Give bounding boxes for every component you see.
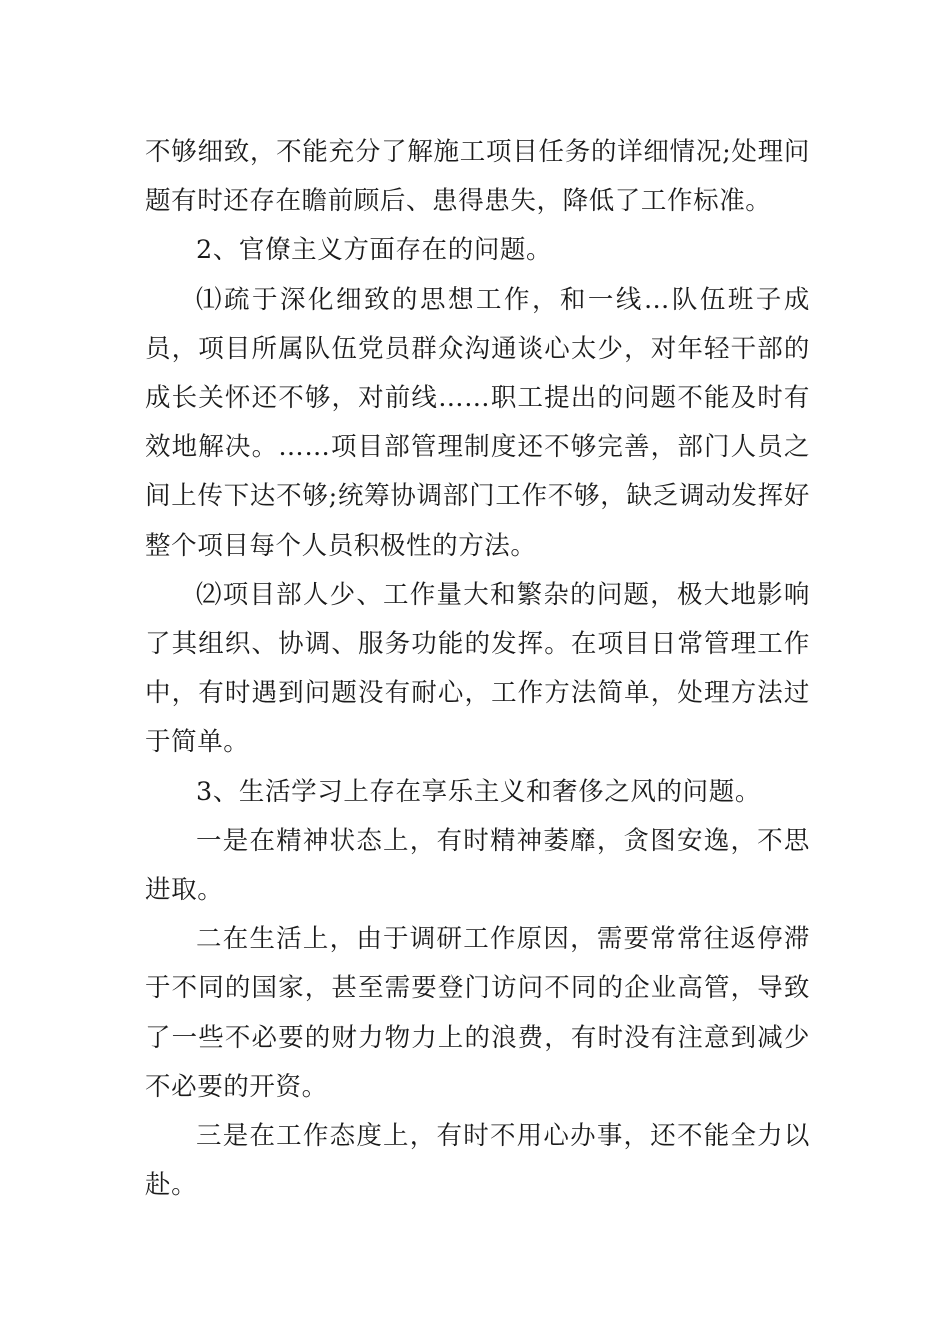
- paragraph-heading-bureaucratism: 2、官僚主义方面存在的问题。: [196, 235, 553, 266]
- paragraph-point-two: 二在生活上，由于调研工作原因，需要常常往返停滞于不同的国家，甚至需要登门访问不同的企业高管，导致了一些不必要的财力物力上的浪费，有时没有注意到减少不必要的开资。: [145, 924, 810, 1102]
- paragraph-heading-hedonism: 3、生活学习上存在享乐主义和奢侈之风的问题。: [196, 776, 761, 807]
- paragraph-continuation: 不够细致，不能充分了解施工项目任务的详细情况;处理问题有时还存在瞻前顾后、患得患失，降低了工作标准。: [145, 137, 810, 217]
- paragraph-point-three: 三是在工作态度上，有时不用心办事，还不能全力以赴。: [145, 1121, 810, 1201]
- document-body: [145, 128, 810, 1210]
- paragraph-point-one: 一是在精神状态上，有时精神萎靡，贪图安逸，不思进取。: [145, 825, 810, 906]
- paragraph-item-2: ⑵项目部人少、工作量大和繁杂的问题，极大地影响了其组织、协调、服务功能的发挥。在项目日常管理工作中，有时遇到问题没有耐心，工作方法简单，处理方法过于简单。: [145, 579, 810, 758]
- paragraph-item-1: ⑴疏于深化细致的思想工作，和一线…队伍班子成员，项目所属队伍党员群众沟通谈心太少，对年轻干部的成长关怀还不够，对前线……职工提出的问题不能及时有效地解决。……项目部管理制度还不够完善，部门人员之间上传下达不够;统筹协调部门工作不够，缺乏调动发挥好整个项目每个人员积极性的方法。: [145, 284, 810, 561]
